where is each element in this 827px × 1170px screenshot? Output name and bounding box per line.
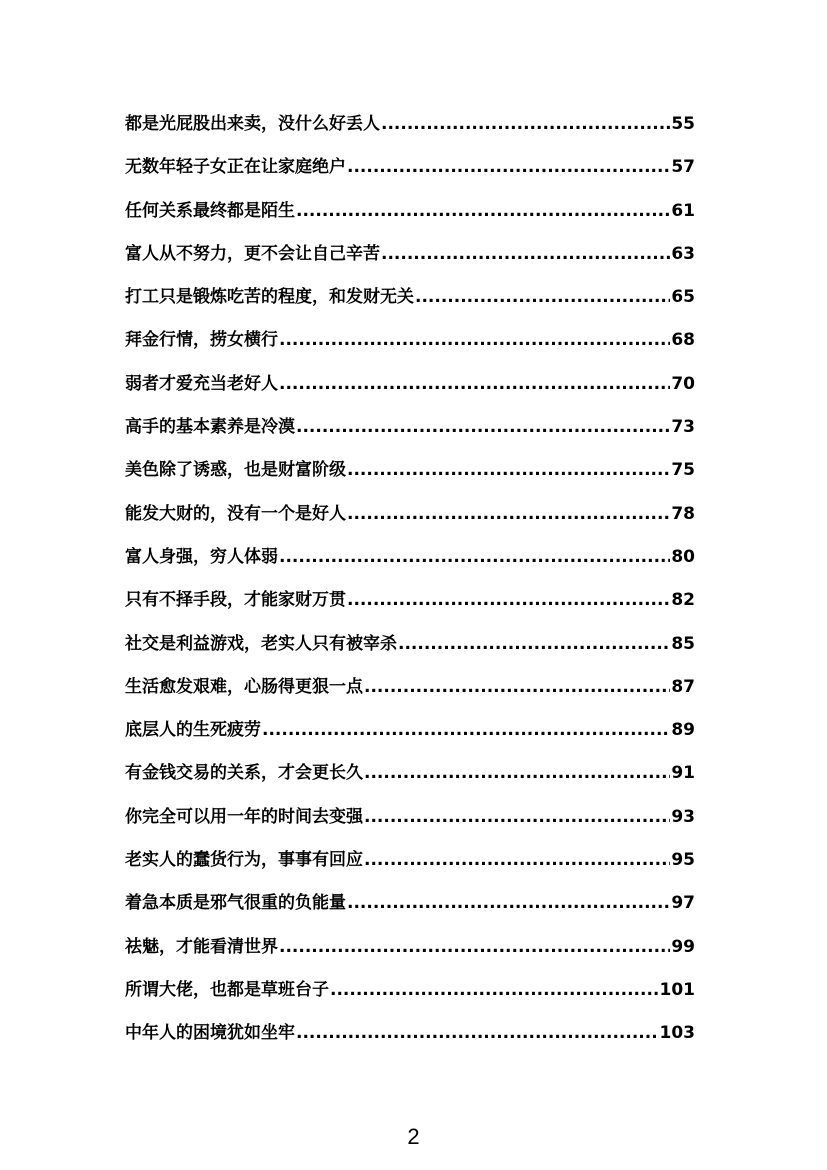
dot-leader — [364, 673, 670, 701]
toc-entry-title: 社交是利益游戏，老实人只有被宰杀 — [125, 633, 397, 654]
toc-entry[interactable] — [125, 630, 695, 673]
toc-entry[interactable] — [125, 413, 695, 456]
toc-entry-title: 底层人的生死疲劳 — [125, 720, 261, 741]
dot-leader — [347, 456, 670, 484]
dot-leader — [398, 630, 670, 658]
toc-entry[interactable] — [125, 889, 695, 932]
toc-entry-page: 68 — [671, 330, 695, 351]
toc-entry[interactable] — [125, 197, 695, 240]
toc-entry[interactable] — [125, 240, 695, 283]
toc-entry[interactable] — [125, 803, 695, 846]
toc-entry-page: 63 — [671, 243, 695, 264]
dot-leader — [364, 803, 670, 831]
toc-entry-title: 着急本质是邪气很重的负能量 — [125, 893, 346, 914]
toc-entry[interactable] — [125, 716, 695, 759]
dot-leader — [347, 889, 670, 917]
dot-leader — [330, 976, 659, 1004]
toc-entry-page: 75 — [671, 460, 695, 481]
dot-leader — [279, 933, 670, 961]
toc-entry[interactable] — [125, 846, 695, 889]
toc-entry-title: 无数年轻子女正在让家庭绝户 — [125, 157, 346, 178]
toc-entry-page: 101 — [659, 979, 695, 1000]
toc-entry-page: 82 — [671, 590, 695, 611]
toc-entry[interactable] — [125, 500, 695, 543]
toc-entry-page: 78 — [671, 503, 695, 524]
table-of-contents — [125, 110, 695, 1063]
toc-entry-title: 生活愈发艰难，心肠得更狠一点 — [125, 676, 363, 697]
dot-leader — [347, 586, 670, 614]
toc-entry-page: 89 — [671, 720, 695, 741]
toc-entry-page: 91 — [671, 763, 695, 784]
toc-entry[interactable] — [125, 586, 695, 629]
toc-entry[interactable] — [125, 456, 695, 499]
toc-entry-page: 93 — [671, 806, 695, 827]
toc-entry[interactable] — [125, 933, 695, 976]
toc-entry[interactable] — [125, 283, 695, 326]
dot-leader — [279, 326, 670, 354]
dot-leader — [296, 1019, 659, 1047]
toc-entry-title: 都是光屁股出来卖，没什么好丢人 — [125, 114, 380, 134]
toc-entry-title: 你完全可以用一年的时间去变强 — [125, 806, 363, 827]
toc-entry[interactable] — [125, 153, 695, 196]
toc-entry-page: 70 — [671, 373, 695, 394]
toc-entry[interactable] — [125, 976, 695, 1019]
dot-leader — [381, 110, 670, 138]
toc-entry-page: 85 — [671, 633, 695, 654]
toc-entry-title: 高手的基本素养是冷漠 — [125, 417, 295, 438]
dot-leader — [279, 543, 670, 571]
toc-entry-page: 95 — [671, 850, 695, 871]
toc-entry-page: 61 — [671, 200, 695, 221]
toc-entry[interactable] — [125, 673, 695, 716]
toc-entry-page: 103 — [659, 1023, 695, 1044]
dot-leader — [279, 370, 670, 398]
toc-entry[interactable] — [125, 543, 695, 586]
toc-entry-page: 87 — [671, 676, 695, 697]
toc-entry[interactable] — [125, 759, 695, 802]
toc-entry-page: 55 — [671, 114, 695, 134]
dot-leader — [364, 759, 670, 787]
toc-entry-title: 所谓大佬，也都是草班台子 — [125, 979, 329, 1000]
toc-entry-page: 97 — [671, 893, 695, 914]
toc-entry-page: 99 — [671, 936, 695, 957]
dot-leader — [347, 500, 670, 528]
dot-leader — [364, 846, 670, 874]
toc-entry-title: 富人从不努力，更不会让自己辛苦 — [125, 243, 380, 264]
toc-entry[interactable] — [125, 1019, 695, 1062]
toc-entry-page: 65 — [671, 287, 695, 308]
toc-entry-title: 任何关系最终都是陌生 — [125, 200, 295, 221]
toc-entry-page: 57 — [671, 157, 695, 178]
toc-entry[interactable] — [125, 370, 695, 413]
toc-entry-title: 美色除了诱惑，也是财富阶级 — [125, 460, 346, 481]
toc-entry-title: 祛魅，才能看清世界 — [125, 936, 278, 957]
toc-entry-title: 拜金行情，捞女横行 — [125, 330, 278, 351]
dot-leader — [381, 240, 670, 268]
toc-entry-title: 中年人的困境犹如坐牢 — [125, 1023, 295, 1044]
dot-leader — [296, 413, 670, 441]
toc-entry[interactable] — [125, 110, 695, 153]
dot-leader — [296, 197, 670, 225]
dot-leader — [347, 153, 670, 181]
toc-entry-title: 打工只是锻炼吃苦的程度，和发财无关 — [125, 287, 414, 308]
toc-entry-title: 只有不择手段，才能家财万贯 — [125, 590, 346, 611]
toc-entry-title: 老实人的蠢货行为，事事有回应 — [125, 850, 363, 871]
dot-leader — [262, 716, 670, 744]
page-number: 2 — [407, 1124, 420, 1149]
toc-entry-page: 73 — [671, 417, 695, 438]
toc-entry-title: 能发大财的，没有一个是好人 — [125, 503, 346, 524]
toc-entry[interactable] — [125, 326, 695, 369]
toc-entry-title: 富人身强，穷人体弱 — [125, 546, 278, 567]
toc-entry-title: 弱者才爱充当老好人 — [125, 373, 278, 394]
dot-leader — [415, 283, 670, 311]
toc-entry-page: 80 — [671, 546, 695, 567]
toc-entry-title: 有金钱交易的关系，才会更长久 — [125, 763, 363, 784]
